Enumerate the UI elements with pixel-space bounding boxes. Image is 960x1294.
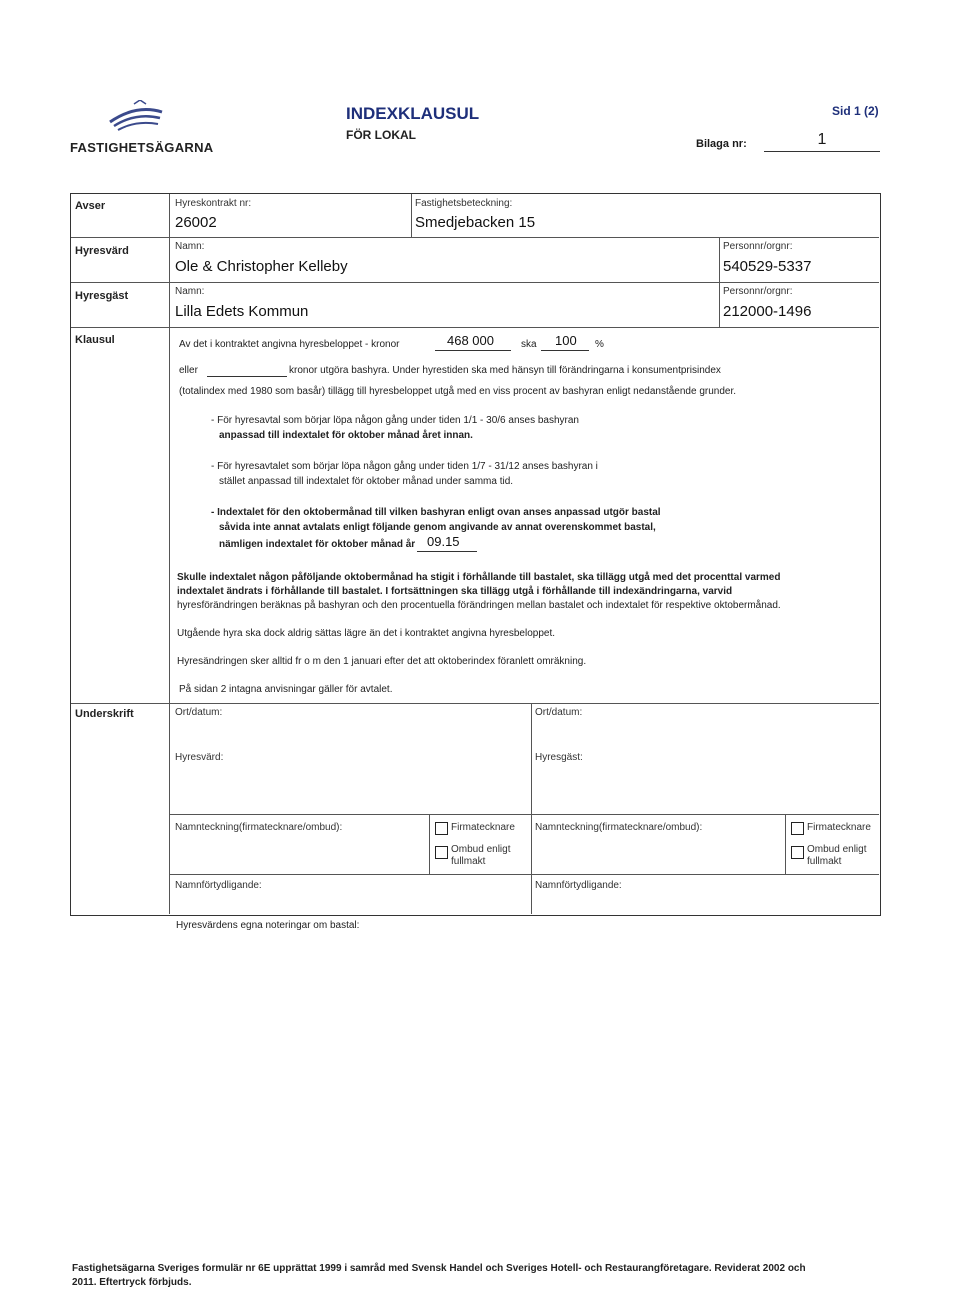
section-underskrift: Underskrift (75, 708, 134, 720)
paragraph-1b: indextalet ändrats i förhållande till bastalet. I fortsättningen ska tillägg utgå i förhållande till indexändringarna, varvid (177, 586, 733, 597)
landlord-id-label: Personnr/orgnr: (723, 241, 793, 252)
namnteckning-right-label: Namnteckning(firmatecknare/ombud): (535, 822, 703, 833)
ort-datum-left-label: Ort/datum: (175, 707, 223, 718)
bilaga-number[interactable]: 1 (764, 131, 880, 152)
contract-number-field[interactable]: 26002 (175, 214, 217, 231)
ombud-left-label: Ombud enligt fullmakt (451, 844, 511, 867)
landlord-name-field[interactable]: Ole & Christopher Kelleby (175, 258, 348, 275)
property-label: Fastighetsbeteckning: (415, 198, 513, 209)
property-field[interactable]: Smedjebacken 15 (415, 214, 536, 231)
bilaga-label: Bilaga nr: (696, 138, 747, 150)
page-number: Sid 1 (2) (832, 104, 879, 118)
signature-divider (169, 874, 879, 875)
namnfortydligande-left-label: Namnförtydligande: (175, 880, 262, 891)
tenant-name-field[interactable]: Lilla Edets Kommun (175, 303, 309, 320)
cell-divider (411, 194, 412, 237)
firmatecknare-right-checkbox[interactable] (791, 822, 804, 835)
tenant-id-label: Personnr/orgnr: (723, 286, 793, 297)
bullet-1a: - För hyresavtal som börjar löpa någon gång under tiden 1/1 - 30/6 anses bashyran (211, 415, 579, 426)
section-hyresgast: Hyresgäst (75, 290, 129, 302)
clause-line-1: Av det i kontraktet angivna hyresbeloppet - kronor (179, 339, 400, 350)
document-title: INDEXKLAUSUL (346, 104, 480, 123)
logo-emblem-icon (106, 100, 166, 136)
ombud-left-checkbox[interactable] (435, 846, 448, 859)
paragraph-4: På sidan 2 intagna anvisningar gäller för avtalet. (179, 684, 393, 695)
kronor-blank-underline[interactable] (207, 376, 287, 377)
bullet-3a: - Indextalet för den oktobermånad till vilken bashyran enligt ovan anses anpassad utgör bastal (211, 507, 661, 518)
row-divider (71, 237, 879, 238)
landlord-name-label: Namn: (175, 241, 205, 252)
landlord-id-field[interactable]: 540529-5337 (723, 258, 812, 275)
hyresgast-signature-label: Hyresgäst: (535, 752, 583, 763)
firmatecknare-left-checkbox[interactable] (435, 822, 448, 835)
rent-amount-field[interactable]: 468 000 (447, 333, 494, 348)
paragraph-3: Hyresändringen sker alltid fr o m den 1 januari efter det att oktoberindex föranlett omräkning. (177, 656, 587, 667)
fastighetsagarna-logo (70, 100, 220, 160)
bullet-2b: stället anpassad till indextalet för oktober månad under samma tid. (219, 476, 514, 487)
base-year-field[interactable]: 09.15 (427, 534, 460, 549)
signature-divider (169, 814, 879, 815)
section-klausul: Klausul (75, 334, 115, 346)
logo-text: FASTIGHETSÄGARNA (70, 140, 214, 155)
paragraph-2: Utgående hyra ska dock aldrig sättas lägre än det i kontraktet angivna hyresbeloppet. (177, 628, 556, 639)
signature-cell-divider (429, 814, 430, 874)
bullet-3b: såvida inte annat avtalats enligt följande genom angivande av annat overenskommet bastal, (219, 522, 656, 533)
row-divider (71, 703, 879, 704)
signature-cell-divider (785, 814, 786, 874)
clause-line-3: (totalindex med 1980 som basår) tillägg till hyresbeloppet utgå med en viss procent av bashyran enligt nedanstående grunder. (179, 386, 737, 397)
rent-amount-underline (435, 350, 511, 351)
bullet-1b: anpassad till indextalet för oktober månad året innan. (219, 430, 473, 441)
paragraph-1a: Skulle indextalet någon påföljande oktobermånad ha stigit i förhållande till bastalet, ska tillägg utgå med det procenttal varmed (177, 572, 781, 583)
contract-number-label: Hyreskontrakt nr: (175, 198, 252, 209)
firmatecknare-left-label: Firmatecknare (451, 822, 515, 833)
firmatecknare-right-label: Firmatecknare (807, 822, 871, 833)
footer (72, 1262, 892, 1290)
percent-sign: % (595, 339, 604, 350)
tenant-id-field[interactable]: 212000-1496 (723, 303, 812, 320)
clause-line-2: kronor utgöra bashyra. Under hyrestiden ska med hänsyn till förändringarna i konsumentprisindex (289, 365, 721, 376)
section-divider (169, 194, 170, 914)
section-hyresvard: Hyresvärd (75, 245, 129, 257)
ska-label: ska (521, 339, 537, 350)
index-clause-form (70, 193, 881, 916)
hyresvard-signature-label: Hyresvärd: (175, 752, 224, 763)
tenant-name-label: Namn: (175, 286, 205, 297)
cell-divider (719, 237, 720, 327)
signature-column-divider (531, 703, 532, 914)
base-year-underline (417, 551, 477, 552)
landlord-notes-label: Hyresvärdens egna noteringar om bastal: (176, 920, 360, 931)
paragraph-1c: hyresförändringen beräknas på bashyran och den procentuella förändringen mellan bastalet och indextalet för respektive oktobermånad. (177, 600, 781, 611)
row-divider (71, 327, 879, 328)
footer-line-2: 2011. Eftertryck förbjuds. (72, 1277, 192, 1288)
document-subtitle: FÖR LOKAL (346, 128, 416, 142)
percent-underline (541, 350, 589, 351)
namnteckning-left-label: Namnteckning(firmatecknare/ombud): (175, 822, 343, 833)
eller-label: eller (179, 365, 198, 376)
ombud-right-checkbox[interactable] (791, 846, 804, 859)
bullet-2a: - För hyresavtalet som börjar löpa någon gång under tiden 1/7 - 31/12 anses bashyran i (211, 461, 598, 472)
ombud-right-label: Ombud enligt fullmakt (807, 844, 867, 867)
bullet-3c: nämligen indextalet för oktober månad år (219, 539, 416, 550)
ort-datum-right-label: Ort/datum: (535, 707, 583, 718)
percent-field[interactable]: 100 (555, 333, 577, 348)
section-avser: Avser (75, 200, 106, 212)
footer-line-1: Fastighetsägarna Sveriges formulär nr 6E upprättat 1999 i samråd med Svensk Handel och Sveriges Hotell- och Restaurangföretagare. Reviderat 2002 och (72, 1263, 806, 1274)
row-divider (71, 282, 879, 283)
namnfortydligande-right-label: Namnförtydligande: (535, 880, 622, 891)
